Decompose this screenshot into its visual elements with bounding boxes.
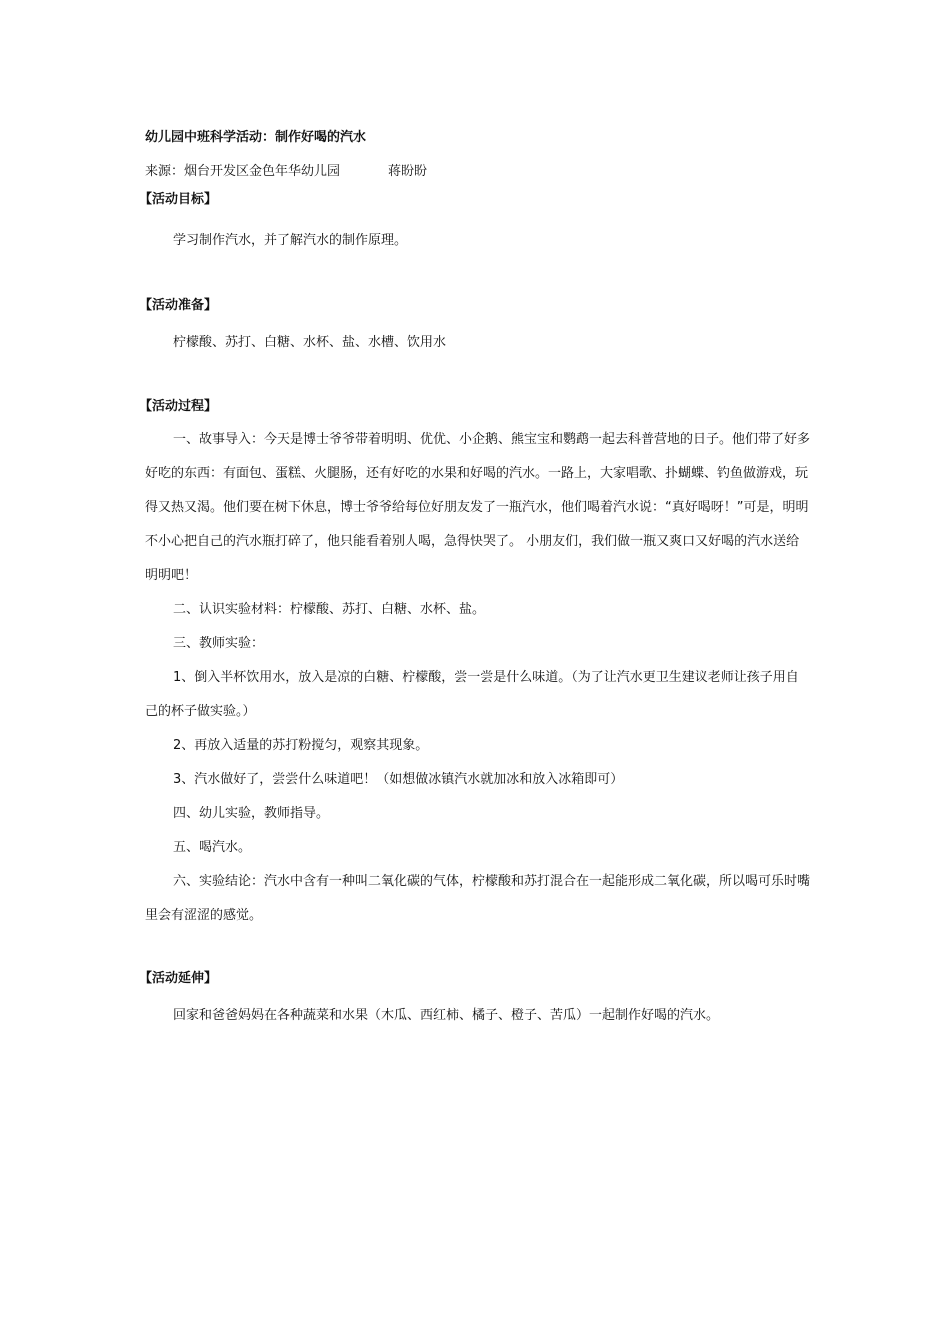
goal-text: 学习制作汽水，并了解汽水的制作原理。 xyxy=(173,233,408,248)
author-name: 蒋盼盼 xyxy=(388,164,428,179)
process-step-child-experiment: 四、幼儿实验，教师指导。 xyxy=(173,806,330,821)
process-step-1: 1、倒入半杯饮用水，放入是凉的白糖、柠檬酸，尝一尝是什么味道。（为了让汽水更卫生建议老师让孩子用自己的杯子做实验。） xyxy=(145,670,799,719)
section-heading-goal: 【活动目标】 xyxy=(139,192,218,207)
process-steps xyxy=(145,423,810,933)
source-label: 来源：烟台开发区金色年华幼儿园 xyxy=(145,164,341,179)
extension-text: 回家和爸爸妈妈在各种蔬菜和水果（木瓜、西红柿、橘子、橙子、苦瓜）一起制作好喝的汽水。 xyxy=(173,1008,720,1023)
process-step-3: 3、汽水做好了，尝尝什么味道吧！（如想做冰镇汽水就加冰和放入冰箱即可） xyxy=(173,772,624,787)
process-step-story: 一、故事导入：今天是博士爷爷带着明明、优优、小企鹅、熊宝宝和鹦鹉一起去科普营地的日子。他们带了好多好吃的东西：有面包、蛋糕、火腿肠，还有好吃的水果和好喝的汽水。一路上，大家唱歌、扑蝴蝶、钓鱼做游戏，玩得又热又渴。他们要在树下休息，博士爷爷给每位好朋友发了一瓶汽水，他们喝着汽水说：“真好喝呀！”可是，明明不小心把自己的汽水瓶打碎了，他只能看着别人喝，急得快哭了。 小朋友们，我们做一瓶又爽口又好喝的汽水送给明明吧！ xyxy=(145,432,811,583)
process-step-drink: 五、喝汽水。 xyxy=(173,840,252,855)
section-heading-prep: 【活动准备】 xyxy=(139,298,218,313)
process-step-materials: 二、认识实验材料：柠檬酸、苏打、白糖、水杯、盐。 xyxy=(173,602,486,617)
process-step-2: 2、再放入适量的苏打粉搅匀，观察其现象。 xyxy=(173,738,429,753)
process-step-teacher-experiment: 三、教师实验： xyxy=(173,636,265,651)
document-title: 幼儿园中班科学活动：制作好喝的汽水 xyxy=(145,130,367,145)
prep-text: 柠檬酸、苏打、白糖、水杯、盐、水槽、饮用水 xyxy=(173,335,447,350)
section-heading-extension: 【活动延伸】 xyxy=(139,971,218,986)
source-line xyxy=(145,162,810,182)
process-step-conclusion: 六、实验结论：汽水中含有一种叫二氧化碳的气体，柠檬酸和苏打混合在一起能形成二氧化碳，所以喝可乐时嘴里会有涩涩的感觉。 xyxy=(145,874,811,923)
document-page xyxy=(139,128,811,1033)
section-heading-process: 【活动过程】 xyxy=(139,399,218,414)
